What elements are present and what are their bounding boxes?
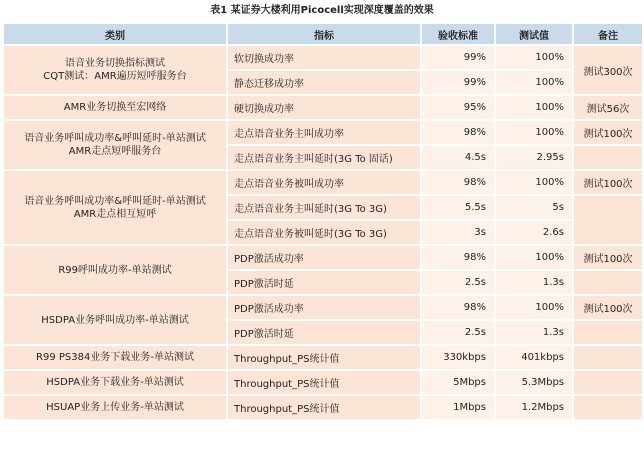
table-caption: 表1 某证券大楼利用Picocell实现深度覆盖的效果 — [210, 5, 434, 16]
indicator-cell: Throughput_PS统计值 — [227, 345, 421, 370]
standard-cell: 98% — [421, 245, 495, 270]
category-cell — [3, 170, 227, 245]
header-category: 类别 — [3, 23, 227, 45]
remark-cell: 测试100次 — [573, 295, 643, 320]
remark-cell — [573, 370, 643, 395]
remark-cell — [573, 395, 643, 420]
indicator-cell: 软切换成功率 — [227, 45, 421, 70]
remark-cell: 测试100次 — [573, 245, 643, 270]
test-value-cell: 5s — [495, 195, 573, 220]
indicator-cell: 走点语音业务被叫延时(3G To 3G) — [227, 220, 421, 245]
table-row — [3, 120, 643, 145]
table-row — [3, 95, 643, 120]
category-cell — [3, 120, 227, 170]
category-line: AMR业务切换至宏网络 — [63, 102, 167, 113]
standard-cell: 98% — [421, 170, 495, 195]
test-value-cell: 100% — [495, 95, 573, 120]
header-test-value: 测试值 — [495, 23, 573, 45]
test-value-cell: 100% — [495, 45, 573, 70]
standard-cell: 2.5s — [421, 270, 495, 295]
test-value-cell: 100% — [495, 170, 573, 195]
category-line: 语音业务呼叫成功率&呼叫延时-单站测试 — [24, 133, 206, 144]
category-cell — [3, 45, 227, 95]
remark-cell — [573, 345, 643, 370]
indicator-cell: PDP激活成功率 — [227, 295, 421, 320]
indicator-cell: Throughput_PS统计值 — [227, 395, 421, 420]
indicator-cell: 走点语音业务被叫成功率 — [227, 170, 421, 195]
category-line: CQT测试：AMR遍历短呼服务台 — [43, 71, 187, 82]
table-row — [3, 295, 643, 320]
test-value-cell: 1.2Mbps — [495, 395, 573, 420]
table-row — [3, 45, 643, 70]
indicator-cell: 走点语音业务主叫成功率 — [227, 120, 421, 145]
test-value-cell: 100% — [495, 70, 573, 95]
header-remark: 备注 — [573, 23, 643, 45]
test-value-cell: 2.95s — [495, 145, 573, 170]
header-standard: 验收标准 — [421, 23, 495, 45]
category-line: R99呼叫成功率-单站测试 — [58, 264, 172, 276]
test-value-cell: 100% — [495, 120, 573, 145]
category-cell — [3, 345, 227, 370]
table-row — [3, 170, 643, 195]
category-cell — [3, 370, 227, 395]
remark-cell — [573, 145, 643, 170]
test-value-cell: 2.6s — [495, 220, 573, 245]
remark-cell — [573, 195, 643, 245]
indicator-cell: 走点语音业务主叫延时(3G To 3G) — [227, 195, 421, 220]
header-indicator: 指标 — [227, 23, 421, 45]
remark-cell — [573, 270, 643, 295]
test-value-cell: 1.3s — [495, 320, 573, 345]
header-row — [3, 23, 643, 45]
test-value-cell: 100% — [495, 295, 573, 320]
standard-cell: 98% — [421, 120, 495, 145]
standard-cell: 3s — [421, 220, 495, 245]
indicator-cell: 走点语音业务主叫延时(3G To 固话) — [227, 145, 421, 170]
category-line: HSDPA业务呼叫成功率-单站测试 — [41, 314, 189, 326]
remark-cell: 测试56次 — [573, 95, 643, 120]
table-row — [3, 370, 643, 395]
table-row — [3, 395, 643, 420]
standard-cell: 4.5s — [421, 145, 495, 170]
category-cell — [3, 95, 227, 120]
category-line: HSUAP业务上传业务-单站测试 — [46, 402, 184, 413]
category-line: R99 PS384业务下载业务-单站测试 — [36, 352, 194, 363]
category-cell — [3, 395, 227, 420]
category-line: AMR走点相互短呼 — [73, 208, 157, 220]
standard-cell: 5.5s — [421, 195, 495, 220]
table-row — [3, 245, 643, 270]
category-cell — [3, 245, 227, 295]
standard-cell: 2.5s — [421, 320, 495, 345]
indicator-cell: PDP激活时延 — [227, 320, 421, 345]
standard-cell: 99% — [421, 70, 495, 95]
standard-cell: 1Mbps — [421, 395, 495, 420]
test-value-cell: 100% — [495, 245, 573, 270]
indicator-cell: Throughput_PS统计值 — [227, 370, 421, 395]
category-line: AMR走点短呼服务台 — [68, 146, 162, 157]
indicator-cell: 静态迁移成功率 — [227, 70, 421, 95]
remark-cell — [573, 320, 643, 345]
table-row — [3, 345, 643, 370]
standard-cell: 5Mbps — [421, 370, 495, 395]
standard-cell: 330kbps — [421, 345, 495, 370]
category-line: 语音业务呼叫成功率&呼叫延时-单站测试 — [24, 195, 206, 207]
remark-cell: 测试300次 — [573, 45, 643, 95]
standard-cell: 98% — [421, 295, 495, 320]
indicator-cell: PDP激活时延 — [227, 270, 421, 295]
remark-cell: 测试100次 — [573, 170, 643, 195]
standard-cell: 95% — [421, 95, 495, 120]
remark-cell: 测试100次 — [573, 120, 643, 145]
category-cell — [3, 295, 227, 345]
category-line: HSDPA业务下载业务-单站测试 — [46, 377, 184, 388]
test-value-cell: 401kbps — [495, 345, 573, 370]
test-value-cell: 1.3s — [495, 270, 573, 295]
category-line: 语音业务切换指标测试 — [65, 58, 165, 69]
results-table — [2, 22, 644, 421]
indicator-cell: PDP激活成功率 — [227, 245, 421, 270]
test-value-cell: 5.3Mbps — [495, 370, 573, 395]
standard-cell: 99% — [421, 45, 495, 70]
indicator-cell: 硬切换成功率 — [227, 95, 421, 120]
